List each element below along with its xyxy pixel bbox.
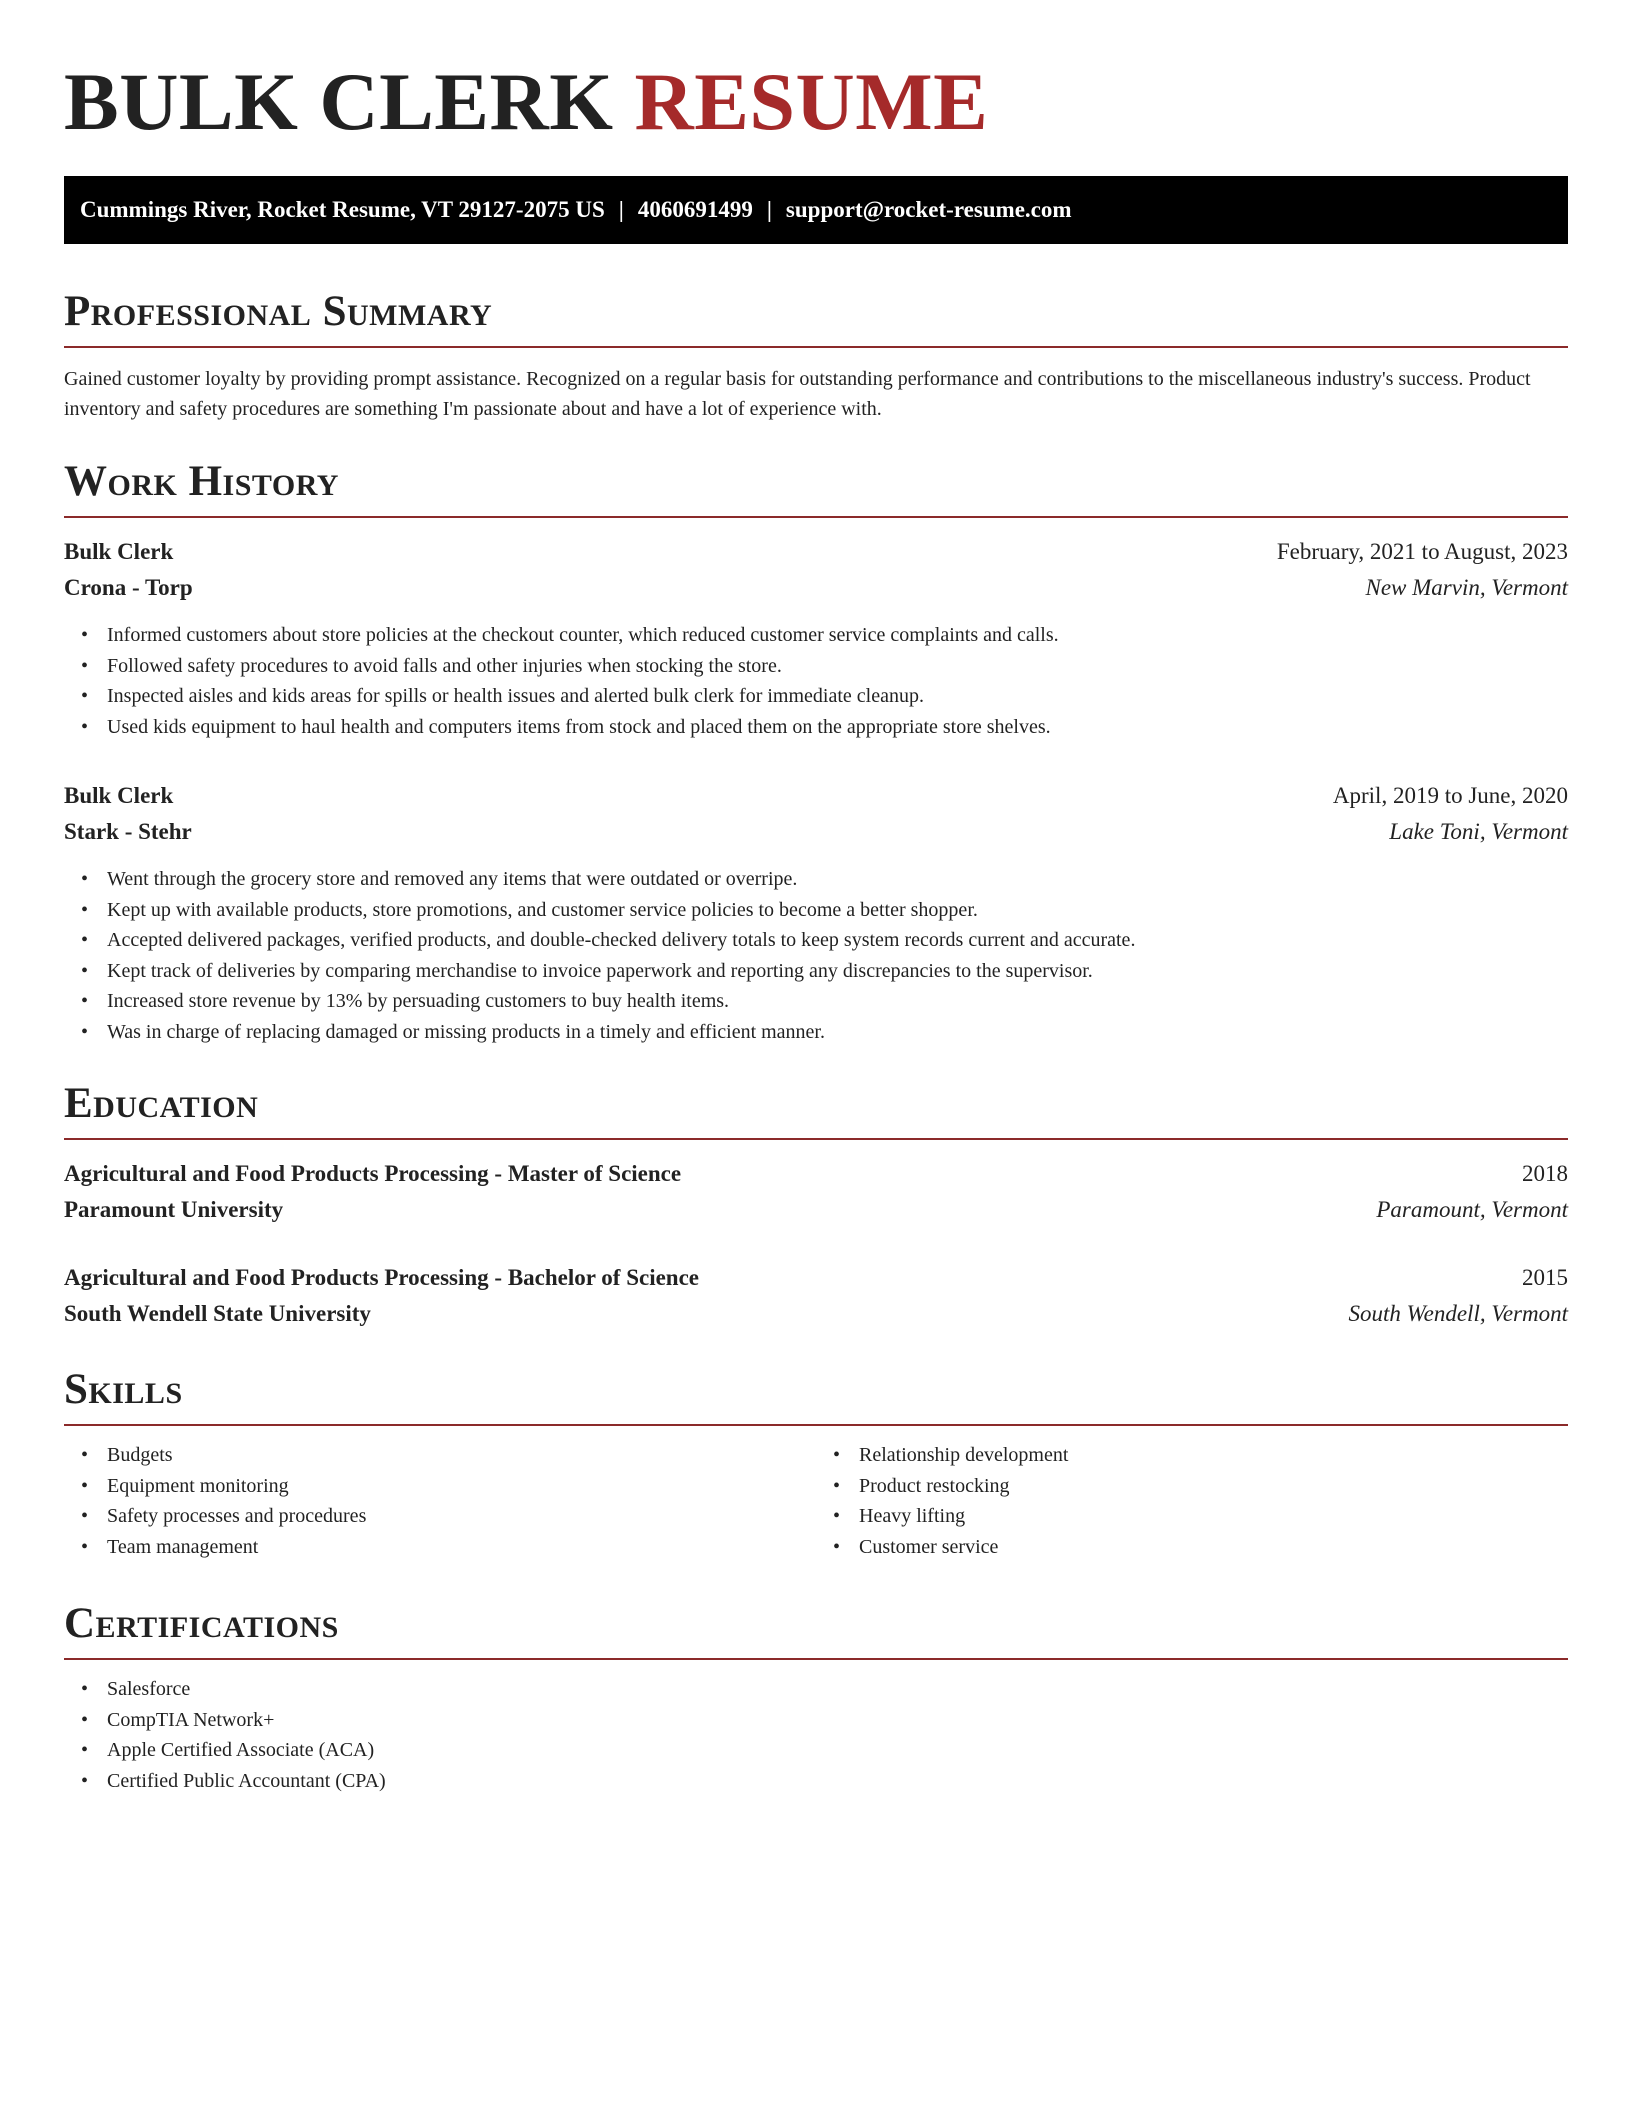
list-item: • Safety processes and procedures [107, 1501, 816, 1532]
job-role: Bulk Clerk [64, 783, 174, 808]
work-entry [64, 778, 1568, 1047]
certifications-heading: Certifications [64, 1598, 1568, 1660]
summary-text: Gained customer loyalty by providing prompt assistance. Recognized on a regular basis for outstanding performance and contributions to the miscellaneous industry's success. Product inventory and safety procedures are something I'm passionate about and have a lot of experience with. [64, 368, 1531, 420]
school: Paramount University [64, 1197, 284, 1222]
job-company: Crona - Torp [64, 575, 193, 600]
education-entry-header [64, 1260, 1568, 1296]
resume-title-accent: RESUME [634, 56, 989, 147]
contact-bar [64, 176, 1568, 244]
contact-phone: 4060691499 [637, 197, 753, 222]
work-entry-subheader [64, 570, 1568, 606]
list-item: • CompTIA Network+ [107, 1705, 1568, 1736]
school: South Wendell State University [64, 1301, 371, 1326]
job-role: Bulk Clerk [64, 539, 174, 564]
list-item: • Equipment monitoring [107, 1471, 816, 1502]
skills-section [64, 1364, 1568, 1562]
list-item: • Heavy lifting [859, 1501, 1568, 1532]
list-item: • Went through the grocery store and removed any items that were outdated or overripe. [107, 864, 1568, 895]
education-entry [64, 1260, 1568, 1332]
degree: Agricultural and Food Products Processing - Master of Science [64, 1161, 682, 1186]
list-item: • Used kids equipment to haul health and computers items from stock and placed them on the appropriate store shelves. [107, 712, 1568, 743]
list-item: • Customer service [859, 1532, 1568, 1563]
education-entry-subheader [64, 1296, 1568, 1332]
education-entry-header [64, 1156, 1568, 1192]
list-item: • Budgets [107, 1440, 816, 1471]
list-item: • Accepted delivered packages, verified products, and double-checked delivery totals to keep system records current and accurate. [107, 925, 1568, 956]
school-location: South Wendell, Vermont [1348, 1301, 1568, 1326]
work-entry-header [64, 778, 1568, 814]
list-item: • Was in charge of replacing damaged or missing products in a timely and efficient manner. [107, 1017, 1568, 1048]
job-dates: February, 2021 to August, 2023 [1276, 539, 1568, 564]
graduation-year: 2015 [1522, 1265, 1568, 1290]
job-location: Lake Toni, Vermont [1389, 819, 1568, 844]
list-item: • Team management [107, 1532, 816, 1563]
job-bullets [64, 620, 1568, 742]
graduation-year: 2018 [1522, 1161, 1568, 1186]
certifications-list [64, 1674, 1568, 1796]
contact-separator: | [766, 197, 772, 222]
education-entry [64, 1156, 1568, 1228]
work-entry-header [64, 534, 1568, 570]
work-section [64, 456, 1568, 1047]
list-item: • Salesforce [107, 1674, 1568, 1705]
list-item: • Certified Public Accountant (CPA) [107, 1766, 1568, 1797]
list-item: • Product restocking [859, 1471, 1568, 1502]
work-heading: Work History [64, 456, 1568, 518]
summary-heading: Professional Summary [64, 286, 1568, 348]
job-company: Stark - Stehr [64, 819, 192, 844]
skills-grid [64, 1426, 1568, 1562]
education-entry-subheader [64, 1192, 1568, 1228]
contact-address: Cummings River, Rocket Resume, VT 29127-2075 US [80, 197, 605, 222]
job-dates: April, 2019 to June, 2020 [1332, 783, 1568, 808]
skills-heading: Skills [64, 1364, 1568, 1426]
summary-section [64, 286, 1568, 424]
list-item: • Apple Certified Associate (ACA) [107, 1735, 1568, 1766]
list-item: • Increased store revenue by 13% by persuading customers to buy health items. [107, 986, 1568, 1017]
school-location: Paramount, Vermont [1376, 1197, 1568, 1222]
list-item: • Kept up with available products, store promotions, and customer service policies to become a better shopper. [107, 895, 1568, 926]
education-heading: Education [64, 1078, 1568, 1140]
contact-separator: | [618, 197, 624, 222]
job-location: New Marvin, Vermont [1365, 575, 1568, 600]
resume-title-name: BULK CLERK [64, 56, 614, 147]
skills-list-left [64, 1440, 816, 1562]
work-entry [64, 534, 1568, 742]
list-item: • Informed customers about store policies at the checkout counter, which reduced customer service complaints and calls. [107, 620, 1568, 651]
degree: Agricultural and Food Products Processing - Bachelor of Science [64, 1265, 700, 1290]
skills-list-right [816, 1440, 1568, 1562]
work-entry-subheader [64, 814, 1568, 850]
resume-title [64, 52, 988, 152]
list-item: • Kept track of deliveries by comparing merchandise to invoice paperwork and reporting any discrepancies to the supervisor. [107, 956, 1568, 987]
job-bullets [64, 864, 1568, 1047]
education-section [64, 1078, 1568, 1332]
certifications-section [64, 1598, 1568, 1796]
contact-email: support@rocket-resume.com [785, 197, 1072, 222]
list-item: • Inspected aisles and kids areas for spills or health issues and alerted bulk clerk for immediate cleanup. [107, 681, 1568, 712]
list-item: • Followed safety procedures to avoid falls and other injuries when stocking the store. [107, 651, 1568, 682]
list-item: • Relationship development [859, 1440, 1568, 1471]
